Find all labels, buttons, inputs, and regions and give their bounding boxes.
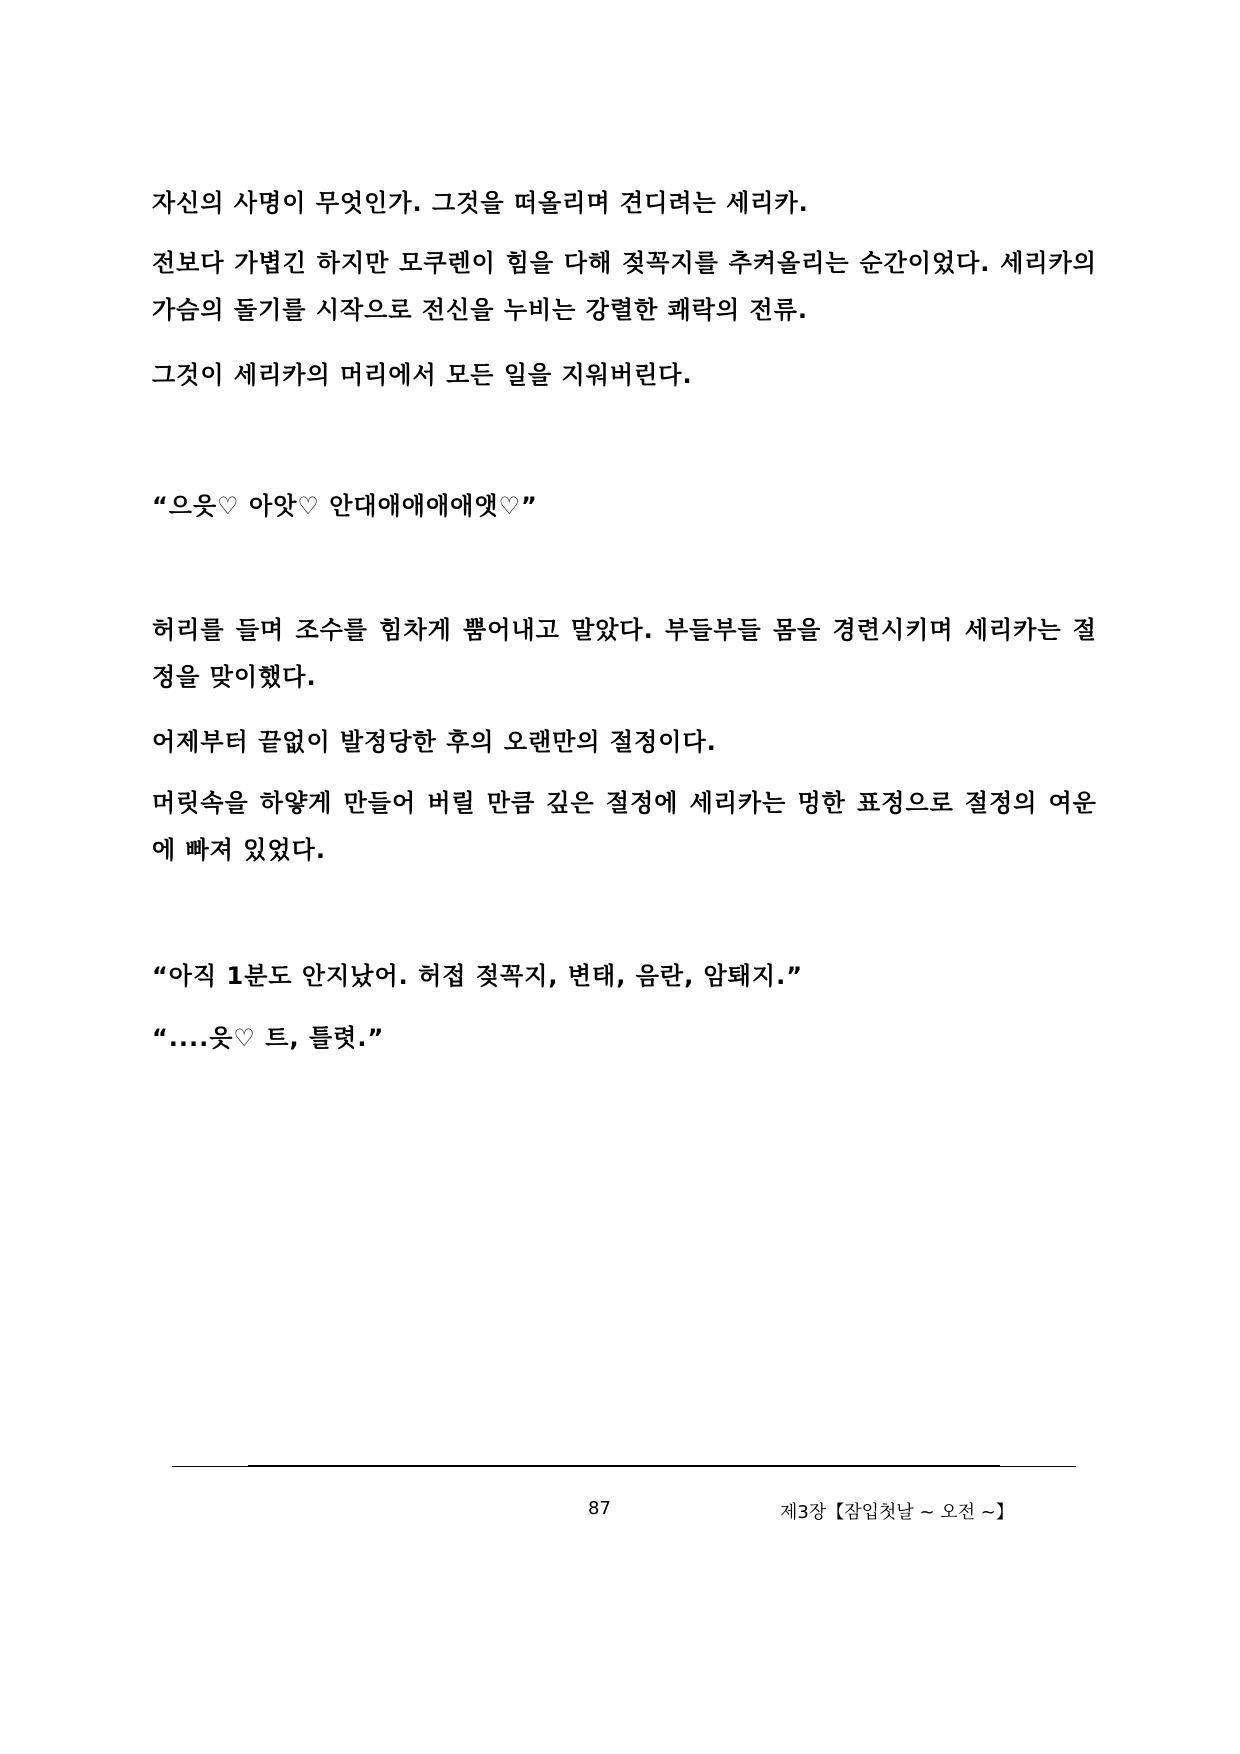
dialogue-1: “으읏♡ 아앗♡ 안대애애애애앳♡” — [152, 492, 538, 520]
page-number: 87 — [588, 1498, 611, 1519]
dialogue-3: “....읏♡ 트, 틀렷.” — [152, 1024, 385, 1052]
footer-divider-accent — [248, 1465, 1000, 1467]
paragraph-6: 머릿속을 하얗게 만들어 버릴 만큼 깊은 절정에 세리카는 멍한 표정으로 절정의 여운에 빠져 있었다. — [152, 789, 1097, 864]
running-title: 제3장【잠입첫날 ~ 오전 ~】 — [780, 1502, 1014, 1523]
paragraph-2: 전보다 가볍긴 하지만 모쿠렌이 힘을 다해 젖꼭지를 추켜올리는 순간이었다. 세리카의 가슴의 돌기를 시작으로 전신을 누비는 강렬한 쾌락의 전류. — [152, 249, 1097, 324]
paragraph-3: 그것이 세리카의 머리에서 모든 일을 지워버린다. — [152, 361, 693, 389]
paragraph-4: 허리를 들며 조수를 힘차게 뿜어내고 말았다. 부들부들 몸을 경련시키며 세리카는 절정을 맞이했다. — [152, 616, 1097, 691]
paragraph-5: 어제부터 끝없이 발정당한 후의 오랜만의 절정이다. — [152, 728, 717, 756]
paragraph-1: 자신의 사명이 무엇인가. 그것을 떠올리며 견디려는 세리카. — [152, 189, 809, 217]
dialogue-2: “아직 1분도 안지났어. 허접 젖꼭지, 변태, 음란, 암퇘지.” — [152, 962, 803, 990]
